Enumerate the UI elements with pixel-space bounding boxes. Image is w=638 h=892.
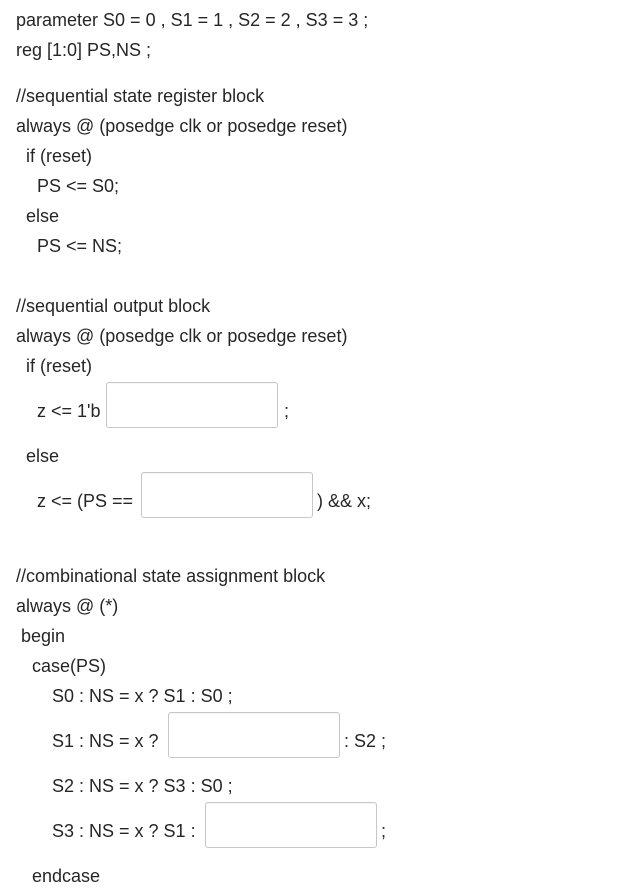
- s1-true-state-blank[interactable]: [168, 712, 340, 758]
- z-reset-prefix: z <= 1'b: [37, 401, 101, 421]
- z-else-state-blank[interactable]: [141, 472, 313, 518]
- endcase-line: endcase: [32, 866, 101, 886]
- if-reset-line-2: if (reset): [26, 356, 93, 376]
- else-line-2: else: [26, 446, 60, 466]
- else-line-1: else: [26, 206, 60, 226]
- comment-sequential-output-block: //sequential output block: [16, 296, 211, 316]
- s3-false-state-blank[interactable]: [205, 802, 377, 848]
- ps-assign-s0: PS <= S0;: [37, 176, 120, 196]
- z-reset-value-blank[interactable]: [106, 382, 278, 428]
- case-s1-suffix: : S2 ;: [344, 731, 387, 751]
- case-s2-line: S2 : NS = x ? S3 : S0 ;: [52, 776, 233, 796]
- case-s1-prefix: S1 : NS = x ?: [52, 731, 159, 751]
- case-s3-prefix: S3 : NS = x ? S1 :: [52, 821, 196, 841]
- if-reset-line-1: if (reset): [26, 146, 93, 166]
- z-reset-suffix: ;: [284, 401, 290, 421]
- reg-declaration: reg [1:0] PS,NS ;: [16, 40, 152, 60]
- case-s0-line: S0 : NS = x ? S1 : S0 ;: [52, 686, 233, 706]
- parameter-declaration: parameter S0 = 0 , S1 = 1 , S2 = 2 , S3 = 3 ;: [16, 10, 369, 30]
- always-clk-line-1: always @ (posedge clk or posedge reset): [16, 116, 348, 136]
- begin-line: begin: [21, 626, 66, 646]
- case-s3-suffix: ;: [381, 821, 387, 841]
- ps-assign-ns: PS <= NS;: [37, 236, 123, 256]
- always-clk-line-2: always @ (posedge clk or posedge reset): [16, 326, 348, 346]
- comment-combinational-block: //combinational state assignment block: [16, 566, 326, 586]
- comment-sequential-state-block: //sequential state register block: [16, 86, 265, 106]
- z-else-prefix: z <= (PS ==: [37, 491, 134, 511]
- z-else-suffix: ) && x;: [317, 491, 372, 511]
- always-star-line: always @ (*): [16, 596, 119, 616]
- case-ps-line: case(PS): [32, 656, 107, 676]
